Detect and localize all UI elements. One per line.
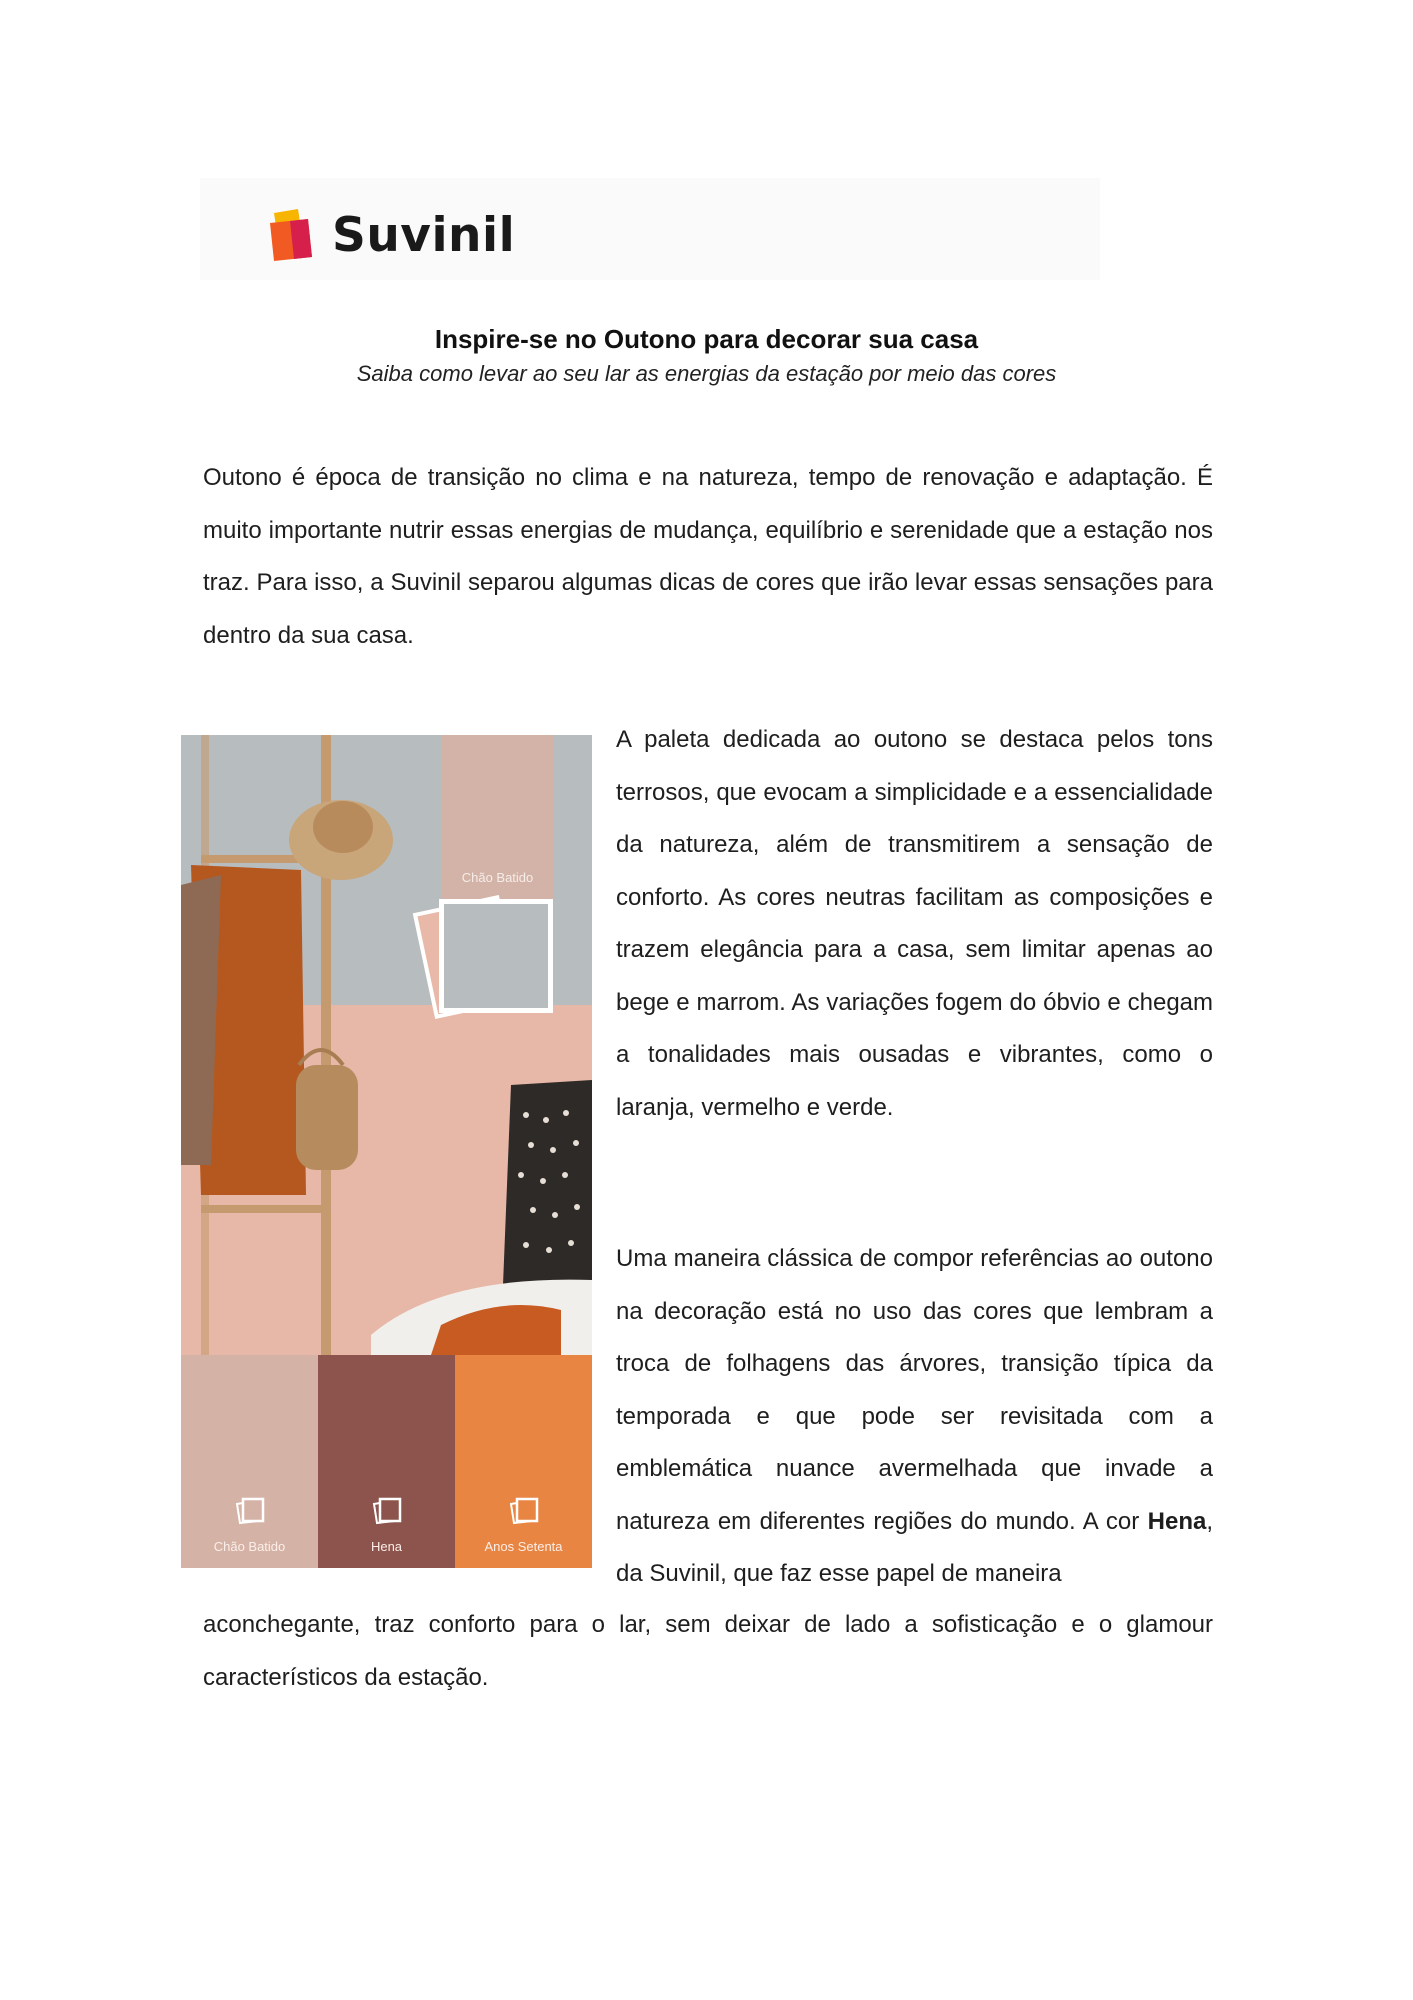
swatch-hena [318, 1355, 455, 1568]
article-title: Inspire-se no Outono para decorar sua casa [434, 324, 979, 354]
swatch-label: Hena [370, 1539, 403, 1554]
swatch-anos-setenta [455, 1355, 592, 1568]
suvinil-logo-text: Suvinil [332, 208, 516, 263]
color-card-icon [371, 1495, 403, 1527]
hena-paragraph [616, 1233, 1213, 1601]
hena-paragraph-start: Uma maneira clássica de compor referências ao outono na decoração está no uso das cores que lembram a troca de folhagens das árvores, transição típica da temporada e que pode ser revisitada com a emblemática nuance avermelhada que invade a natureza em diferentes regiões do mundo. A cor [616, 1245, 1213, 1535]
color-card-icon [508, 1495, 540, 1527]
suvinil-logo-mark-icon [268, 209, 320, 261]
suvinil-logo [268, 206, 528, 266]
swatch-label: Chão Batido [213, 1539, 286, 1554]
intro-paragraph: Outono é época de transição no clima e na natureza, tempo de renovação e adaptação. É muito importante nutrir essas energias de mudança, equilíbrio e serenidade que a estação nos traz. Para isso, a Suvinil separou algumas dicas de cores que irão levar essas sensações para dentro da sua casa. [203, 464, 1213, 649]
swatch-label: Anos Setenta [484, 1539, 563, 1554]
hena-paragraph-continuation: aconchegante, traz conforto para o lar, sem deixar de lado a sofisticação e o glamour característicos da estação. [203, 1611, 1213, 1691]
strip-label: Chão Batido [461, 870, 534, 885]
swatch-chao-batido [181, 1355, 318, 1568]
hena-paragraph-mid: , da Suvinil, que faz esse papel de maneira [616, 1507, 1213, 1587]
hena-color-name: Hena [1147, 1507, 1207, 1535]
autumn-palette-illustration [181, 735, 592, 1568]
article-subtitle: Saiba como levar ao seu lar as energias da estação por meio das cores [356, 361, 1057, 386]
swatch-frame-front [439, 899, 553, 1013]
color-card-icon [234, 1495, 266, 1527]
palette-paragraph: A paleta dedicada ao outono se destaca pelos tons terrosos, que evocam a simplicidade e a essencialidade da natureza, além de transmitirem a sensação de conforto. As cores neutras facilitam as composições e trazem elegância para a casa, sem limitar apenas ao bege e marrom. As variações fogem do óbvio e chegam a tonalidades mais ousadas e vibrantes, como o laranja, vermelho e verde. [616, 726, 1213, 1121]
